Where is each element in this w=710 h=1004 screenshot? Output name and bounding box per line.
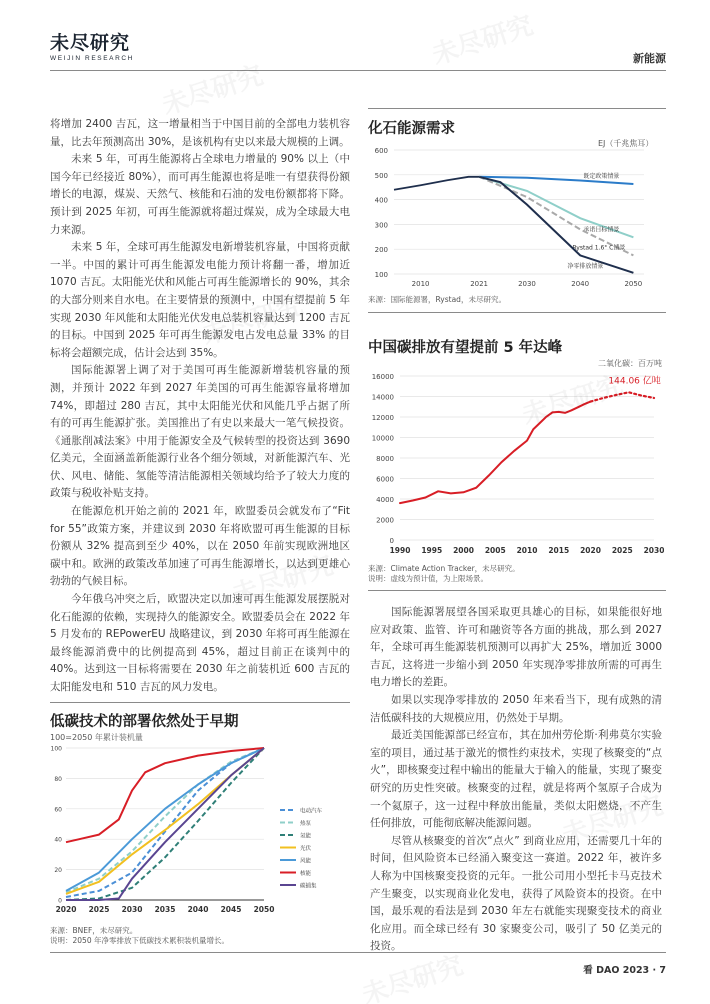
y-tick-label: 100 <box>50 745 62 753</box>
x-tick-label: 2025 <box>88 905 110 914</box>
paragraph: 最近美国能源部已经宣布，其在加州劳伦斯·利弗莫尔实验室的项目，通过基于激光的惯性约束技术，实现了核聚变的“点火”，即核聚变过程中输出的能量大于输入的能量，实现了聚变研究的历史性突破。核聚变的过程，就是将两个氢原子合成为一个氦原子，这一过程中释放出能量，类似太阳燃烧，不产生任何排放，可能彻底解决能源问题。 <box>370 729 662 830</box>
legend-label: 热泵 <box>300 821 312 827</box>
y-tick-label: 80 <box>54 775 62 783</box>
x-tick-label: 2020 <box>55 905 77 914</box>
legend-label: 核能 <box>300 871 312 877</box>
header-rule <box>50 70 666 71</box>
y-tick-label: 0 <box>58 897 62 905</box>
lowcarbon-chart-title: 低碳技术的部署依然处于早期 <box>50 714 239 730</box>
y-tick-label: 500 <box>374 171 388 180</box>
x-tick-label: 2050 <box>253 905 275 914</box>
brand-logo <box>50 32 140 62</box>
x-tick-label: 2010 <box>516 546 538 555</box>
x-tick-label: 2020 <box>580 546 601 555</box>
fossil-chart-top-rule <box>368 108 666 109</box>
china-chart-title: 中国碳排放有望提前 5 年达峰 <box>368 340 563 356</box>
legend-label: 风能 <box>300 858 312 865</box>
y-tick-label: 14000 <box>371 393 394 402</box>
y-tick-label: 40 <box>54 836 62 844</box>
y-tick-label: 200 <box>374 246 388 255</box>
series-label: 承诺目标情景 <box>583 226 620 234</box>
fossil-chart-bottom-rule <box>368 312 666 313</box>
paragraph: 今年俄乌冲突之后，欧盟决定以加速可再生能源发展摆脱对化石能源的依赖，实现持久的能源安全。欧盟委员会在 2022 年 5 月发布的 REPowerEU 战略建议，到 2030 年将可再生能源在最终能源消费中的比例提高到 45%，超过目前正在谈判中的 40%。达到这一目标将需要在 2030 年之前装机近 600 吉瓦的太阳能发电和 510 吉瓦的风力发电。 <box>50 593 350 693</box>
fossil-chart-unit: EJ（千兆焦耳） <box>598 139 654 148</box>
legend-label: 电动汽车 <box>300 808 323 815</box>
series-line <box>591 392 655 401</box>
x-tick-label: 1995 <box>421 546 443 555</box>
logo-english: WEIJIN RESEARCH <box>50 55 134 62</box>
legend-label: 碳捕集 <box>300 883 317 890</box>
watermark <box>427 5 537 72</box>
logo-chinese: 未尽研究 <box>50 32 131 54</box>
x-tick-label: 2000 <box>453 546 474 555</box>
paragraph: 如果以实现净零排放的 2050 年来看当下，现有成熟的清洁低碳科技的大规模应用，仍然处于早期。 <box>370 693 662 724</box>
y-tick-label: 400 <box>374 196 388 205</box>
fossil-chart-title: 化石能源需求 <box>368 121 455 137</box>
x-tick-label: 2025 <box>611 546 633 555</box>
x-tick-label: 2045 <box>220 905 242 914</box>
x-tick-label: 2035 <box>154 905 176 914</box>
y-tick-label: 2000 <box>376 516 394 525</box>
section-label: 新能源 <box>633 52 666 65</box>
series-line <box>66 748 264 900</box>
x-tick-label: 2015 <box>548 546 570 555</box>
legend-label: 光伏 <box>300 846 312 852</box>
x-tick-label: 2005 <box>484 546 506 555</box>
x-tick-label: 1990 <box>389 546 411 555</box>
paragraph: 国际能源署上调了对于美国可再生能源新增装机容量的预测，并预计 2022 年到 2027 年美国的可再生能源容量将增加 74%，即超过 280 吉瓦，其中太阳能光伏和风能几乎占据了所有的可再生能源扩张。美国推出了有史以来最大一笔气候投资。《通胀削减法案》中用于能源安全及气候转型的投资达到 3690 亿美元，全面涵盖新能源行业各个细分领域，对新能源汽车、光伏、风电、储能、氢能等清洁能源相关领域均给予了较大力度的政策与税收补贴支持。 <box>50 364 350 500</box>
x-tick-label: 2030 <box>121 905 143 914</box>
china-chart-source: 来源：Climate Action Tracker，未尽研究。 <box>368 564 520 573</box>
lowcarbon-chart-source: 来源：BNEF，未尽研究。 <box>50 926 138 935</box>
x-tick-label: 2030 <box>643 546 664 555</box>
footer-page-label: 看 DAO 2023 · 7 <box>583 965 666 976</box>
y-tick-label: 20 <box>54 867 62 875</box>
y-tick-label: 60 <box>54 806 62 814</box>
paragraph: 国际能源署展望各国采取更具雄心的目标，如果能很好地应对政策、监管、许可和融资等各方面的挑战，那么到 2027 年，全球可再生能源装机预测可以再扩大 25%，增加近 3000 吉瓦，这将进一步缩小到 2050 年实现净零排放所需的可再生电力增长的差距。 <box>370 606 662 689</box>
series-line-history <box>394 177 479 190</box>
y-tick-label: 300 <box>374 221 388 230</box>
series-line <box>479 177 633 273</box>
y-tick-label: 12000 <box>371 414 394 422</box>
lowcarbon-chart-note: 说明：2050 年净零排放下低碳技术累积装机量增长。 <box>50 936 229 945</box>
y-tick-label: 600 <box>374 147 388 155</box>
y-tick-label: 100 <box>374 271 388 279</box>
y-tick-label: 10000 <box>371 434 394 443</box>
series-line <box>66 748 264 900</box>
fossil-chart-source: 来源：国际能源署，Rystad，未尽研究。 <box>368 295 506 304</box>
series-label: 既定政策情景 <box>583 172 620 180</box>
y-tick-label: 8000 <box>376 455 394 463</box>
paragraph: 在能源危机开始之前的 2021 年，欧盟委员会就发布了“Fit for 55”政策方案，并建议到 2030 年将欧盟可再生能源的目标份额从 32% 提高到至少 40%，以在 2050 年前实现欧洲地区碳中和。欧洲的政策改革加速了可再生能源增长，以达到更雄心勃勃的气候目标。 <box>50 505 350 588</box>
china-chart-unit: 二氧化碳：百万吨 <box>598 359 662 368</box>
x-tick-label: 2050 <box>624 280 643 288</box>
series-line <box>66 748 264 894</box>
y-tick-label: 16000 <box>371 373 394 381</box>
x-tick-label: 2040 <box>571 280 590 288</box>
china-chart-bottom-rule <box>368 590 666 591</box>
lowcarbon-chart-subtitle: 100=2050 年累计装机量 <box>50 733 143 742</box>
x-tick-label: 2040 <box>187 905 209 914</box>
peak-annotation: 144.06 亿吨 <box>608 376 661 387</box>
china-emissions-chart <box>364 364 664 560</box>
paragraph: 未来 5 年，全球可再生能源发电新增装机容量，中国将贡献一半。中国的累计可再生能源发电能力预计将翻一番，增加近 1070 吉瓦。太阳能光伏和风能占可再生能源增长的 90%，其余的大部分则来自水电。在主要情景的预测中，中国有望提前 5 年实现 2030 年风能和太阳能光伏发电总装机容量达到 1200 吉瓦的目标。中国到 2025 年可再生能源发电占发电总量 33% 的目标将会超额完成，估计会达到 35%。 <box>50 241 350 359</box>
fossil-demand-chart <box>364 140 664 290</box>
paragraph: 将增加 2400 吉瓦，这一增量相当于中国目前的全部电力装机容量，比去年预测高出 30%，是该机构有史以来最大规模的上调。 <box>50 118 350 148</box>
lowcarbon-deployment-chart <box>44 740 354 925</box>
lowcarbon-chart-top-rule <box>50 702 350 703</box>
y-tick-label: 0 <box>389 537 394 545</box>
footer-rule <box>50 952 666 953</box>
paragraph: 未来 5 年，可再生能源将占全球电力增量的 90% 以上（中国今年已经接近 80%），而可再生能源也将是唯一有望获得份额增长的电源，煤炭、天然气、核能和石油的发电份额都将下降。预计到 2025 年初，可再生能源就将超过煤炭，成为全球最大电力来源。 <box>50 153 350 236</box>
series-line <box>66 748 264 892</box>
x-tick-label: 2021 <box>470 280 489 288</box>
y-tick-label: 4000 <box>376 496 394 504</box>
right-column-text <box>370 604 662 956</box>
watermark <box>157 55 267 122</box>
x-tick-label: 2030 <box>518 280 536 288</box>
series-label: 净零排放情景 <box>567 262 604 270</box>
china-chart-note: 说明：虚线为预计值，为上限场景。 <box>368 574 488 583</box>
x-tick-label: 2010 <box>411 280 430 288</box>
y-tick-label: 6000 <box>376 475 394 484</box>
series-label: Rystad 1.6° C情景 <box>572 244 626 252</box>
paragraph: 尽管从核聚变的首次“点火” 到商业应用，还需要几十年的时间，但风险资本已经涌入聚变这一赛道。2022 年，被许多人称为中国核聚变投资的元年。一批公司用小型托卡马克技术产生聚变，以实现商业化发电，获得了风险资本的投资。在中国，最乐观的看法是到 2030 年左右就能实现聚变技术的商业化应用。而全球已经有 30 家聚变公司，吸引了 50 亿美元的投资。 <box>370 834 662 953</box>
left-column-text <box>50 116 350 697</box>
legend-label: 氢能 <box>300 833 312 840</box>
